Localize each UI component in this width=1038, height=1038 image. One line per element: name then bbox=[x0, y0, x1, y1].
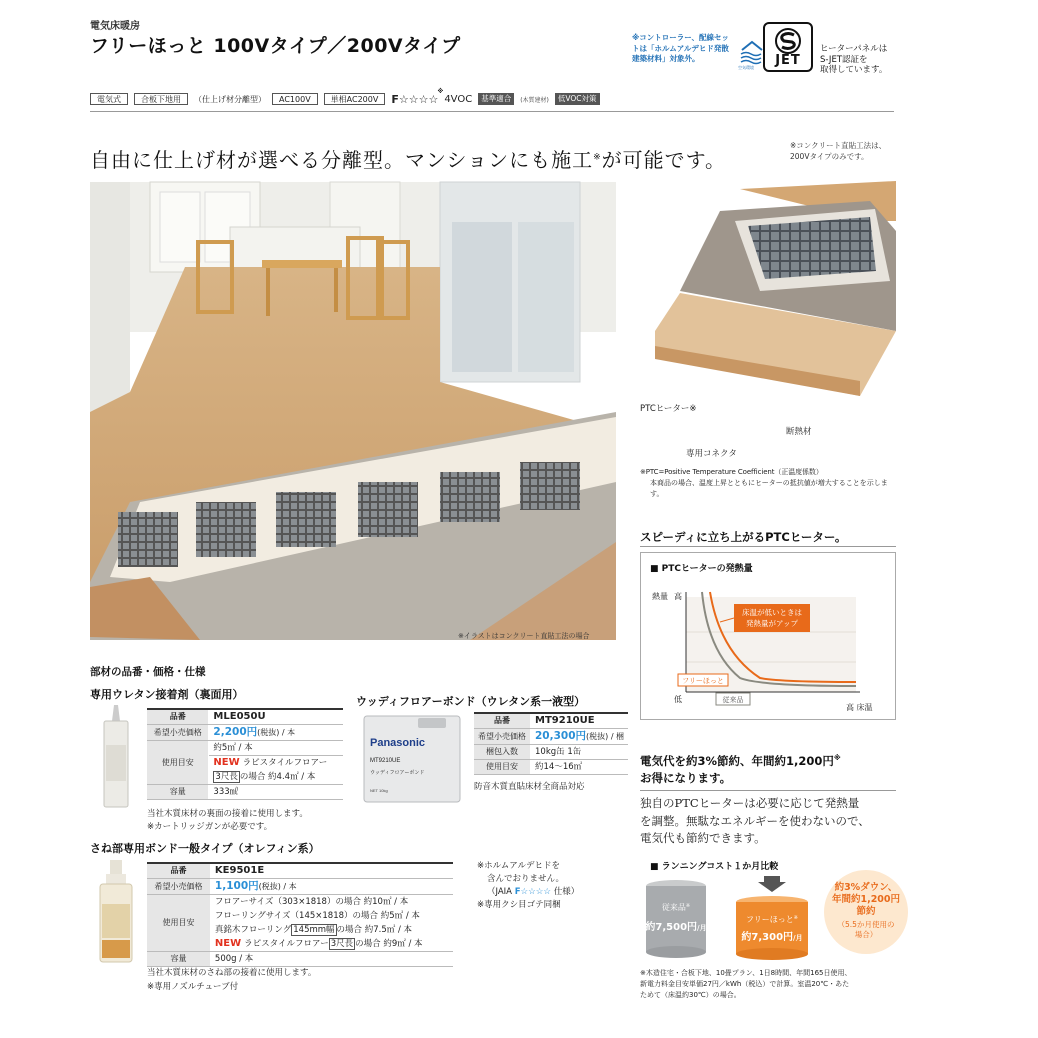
eco-label: 空気環境 bbox=[738, 65, 754, 70]
ptc-definition-note: ※PTC=Positive Temperature Coefficient（正温度係数） bbox=[640, 468, 823, 476]
callout-line2: 発熱量がアップ bbox=[746, 619, 798, 628]
tongue-bond-bottle-image bbox=[92, 860, 140, 964]
can-weight: NET 10kg bbox=[370, 788, 388, 793]
air-environment-logo bbox=[738, 36, 766, 70]
callout-line1: 床温が低いときは bbox=[742, 608, 802, 617]
product2-note: 防音木質直貼床材全商品対応 bbox=[474, 782, 585, 792]
y-axis-low: 低 bbox=[674, 695, 682, 704]
down-arrow-icon bbox=[758, 876, 786, 892]
product3-title: さね部専用ボンド一般タイプ（オレフィン系） bbox=[90, 842, 320, 855]
jet-logo bbox=[763, 22, 813, 72]
voc-compliant-badge: 基準適合 bbox=[478, 93, 514, 105]
concrete-note: ※コンクリート直貼工法は、 200Vタイプのみです。 bbox=[790, 141, 887, 161]
y-axis-label: 熱量 bbox=[652, 592, 668, 601]
product3-spec-table: 品番 KE9501E 希望小売価格 1,100円(税抜) / 本 使用目安 フロアーサイズ（303×1818）の場合 約10㎡ / 本 フローリングサイズ（145×1818）の場合 約5㎡ / 本 真銘木フローリング 145mm幅 の場合 約7.5㎡ / 本 NEW ラピスタイルフロアー 3尺長 の場合 約9㎡ / 本 容量 500g / 本 bbox=[147, 862, 453, 967]
product2-price: 20,300円(税抜) / 梱 bbox=[531, 729, 629, 745]
jet-note: ヒーターパネルは S-JET認証を 取得しています。 bbox=[820, 44, 888, 75]
badge-line1: 約3%ダウン、 bbox=[834, 882, 898, 893]
can-brand: Panasonic bbox=[370, 737, 426, 749]
category-label: 電気床暖房 bbox=[90, 21, 140, 32]
x-axis-label: 高 床温 bbox=[846, 703, 873, 712]
spec-tag-ac200v: 単相AC200V bbox=[324, 93, 386, 105]
voc-wood-note: (木質建材) bbox=[520, 96, 549, 104]
ptc-heater-label: PTCヒーター※ bbox=[640, 404, 697, 414]
product2-spec-table: 品番 MT9210UE 希望小売価格 20,300円(税抜) / 梱 梱包入数 10kg缶 1缶 使用目安 約14〜16㎡ bbox=[474, 712, 628, 775]
woody-floor-bond-can-image bbox=[358, 712, 466, 804]
illustration-caption: ※イラストはコンクリート直貼工法の場合 bbox=[458, 632, 590, 640]
running-cost-title: ■ ランニングコスト１か月比較 bbox=[650, 862, 779, 872]
urethane-adhesive-cartridge-image bbox=[92, 705, 140, 809]
ptc-section-divider bbox=[640, 546, 896, 547]
ptc-description-note: 本商品の場合、温度上昇とともにヒーターの抵抗値が増大することを示します。 bbox=[650, 479, 888, 498]
spec-tag-plywood: 合板下地用 bbox=[134, 93, 188, 105]
product2-title: ウッディフロアーボンド（ウレタン系一液型） bbox=[356, 695, 586, 708]
controller-note: ※コントローラー、配線セットは「ホルムアルデヒド発散建築材料」対象外。 bbox=[632, 33, 729, 63]
connector-label: 専用コネクタ bbox=[686, 449, 737, 459]
can-code: MT9210UE bbox=[370, 758, 401, 764]
saving-title: 電気代を約3%節約、年間約1,200円※ お得になります。 bbox=[640, 753, 841, 785]
badge-line3: 節約 bbox=[856, 906, 876, 917]
conventional-cost: 約7,500円/月 bbox=[645, 922, 707, 933]
formaldehyde-note: ※ホルムアルデヒドを 含んでおりません。 （JAIA F☆☆☆☆ 仕様） ※専用クシ目ゴテ同梱 bbox=[477, 861, 580, 910]
layer-structure-diagram bbox=[640, 181, 896, 397]
room-floor-heating-illustration bbox=[90, 182, 616, 640]
product1-price: 2,200円(税抜) / 本 bbox=[209, 725, 343, 741]
new-badge: NEW bbox=[213, 757, 240, 768]
free-label: フリーほっと※ bbox=[746, 915, 798, 924]
cost-footnote: ※木造住宅・合板下地、10畳プラン、1日8時間、年間165日使用、 新電力料金目安単価27円／kWh（税込）で計算。室温20℃・あた ためて（床温約30℃）の場合。 bbox=[640, 969, 852, 999]
free-cost: 約7,300円/月 bbox=[741, 932, 803, 943]
f-star-rating: F☆☆☆☆ ※ bbox=[391, 87, 444, 106]
product1-spec-table: 品番 MLE050U 希望小売価格 2,200円(税抜) / 本 使用目安 約5㎡ / 本 NEW ラピスタイルフロアー 3尺長 の場合 約4.4㎡ / 本 容量 333㎖ bbox=[147, 708, 343, 800]
product1-title: 専用ウレタン接着剤（裏面用） bbox=[90, 688, 244, 701]
badge-line4: （5.5か月使用の bbox=[837, 920, 895, 929]
spec-tag-electric: 電気式 bbox=[90, 93, 128, 105]
ptc-section-title: スピーディに立ち上がるPTCヒーター。 bbox=[640, 530, 847, 544]
spec-tag-separated: （仕上げ材分離型） bbox=[194, 94, 266, 104]
headline: 自由に仕上げ材が選べる分離型。マンションにも施工※が可能です。 bbox=[90, 148, 727, 172]
product-title: フリーほっと 100Vタイプ／200Vタイプ bbox=[90, 35, 461, 57]
product3-price: 1,100円(税抜) / 本 bbox=[210, 879, 453, 895]
product1-notes: 当社木質床材の裏面の接着に使用します。 ※カートリッジガンが必要です。 bbox=[147, 809, 308, 832]
legend-conventional: 従来品 bbox=[722, 696, 744, 704]
y-axis-high: 高 bbox=[674, 592, 682, 601]
saving-divider bbox=[640, 790, 896, 791]
product2-code: MT9210UE bbox=[531, 713, 629, 729]
ptc-graph-title: ■ PTCヒーターの発熱量 bbox=[650, 564, 753, 574]
can-name: ウッディフロアーボンド bbox=[370, 770, 425, 776]
new-badge: NEW bbox=[214, 938, 242, 949]
insulation-label: 断熱材 bbox=[786, 427, 812, 437]
parts-section-title: 部材の品番・価格・仕様 bbox=[90, 666, 206, 678]
saving-body: 独自のPTCヒーターは必要に応じて発熱量 を調整。無駄なエネルギーを使わないので、 電気代も節約できます。 bbox=[640, 796, 870, 845]
legend-free: フリーほっと bbox=[682, 677, 724, 685]
s-mark-icon bbox=[773, 28, 803, 54]
product1-code: MLE050U bbox=[209, 709, 343, 725]
ptc-heat-graph bbox=[640, 552, 896, 720]
running-cost-comparison bbox=[640, 872, 912, 972]
badge-line5: 場合） bbox=[854, 930, 878, 939]
voc-label: 4VOC bbox=[444, 93, 473, 105]
badge-line2: 年間約1,200円 bbox=[831, 894, 901, 905]
jet-logo-text: JET bbox=[775, 53, 801, 68]
spec-tag-row bbox=[90, 87, 600, 106]
spec-tag-ac100v: AC100V bbox=[272, 93, 318, 105]
product3-code: KE9501E bbox=[210, 863, 453, 879]
header-divider bbox=[90, 111, 894, 112]
low-voc-badge: 低VOC対策 bbox=[555, 93, 600, 105]
conventional-label: 従来品※ bbox=[661, 903, 691, 912]
product3-notes: 当社木質床材のさね部の接着に使用します。 ※専用ノズルチューブ付 bbox=[147, 968, 317, 992]
